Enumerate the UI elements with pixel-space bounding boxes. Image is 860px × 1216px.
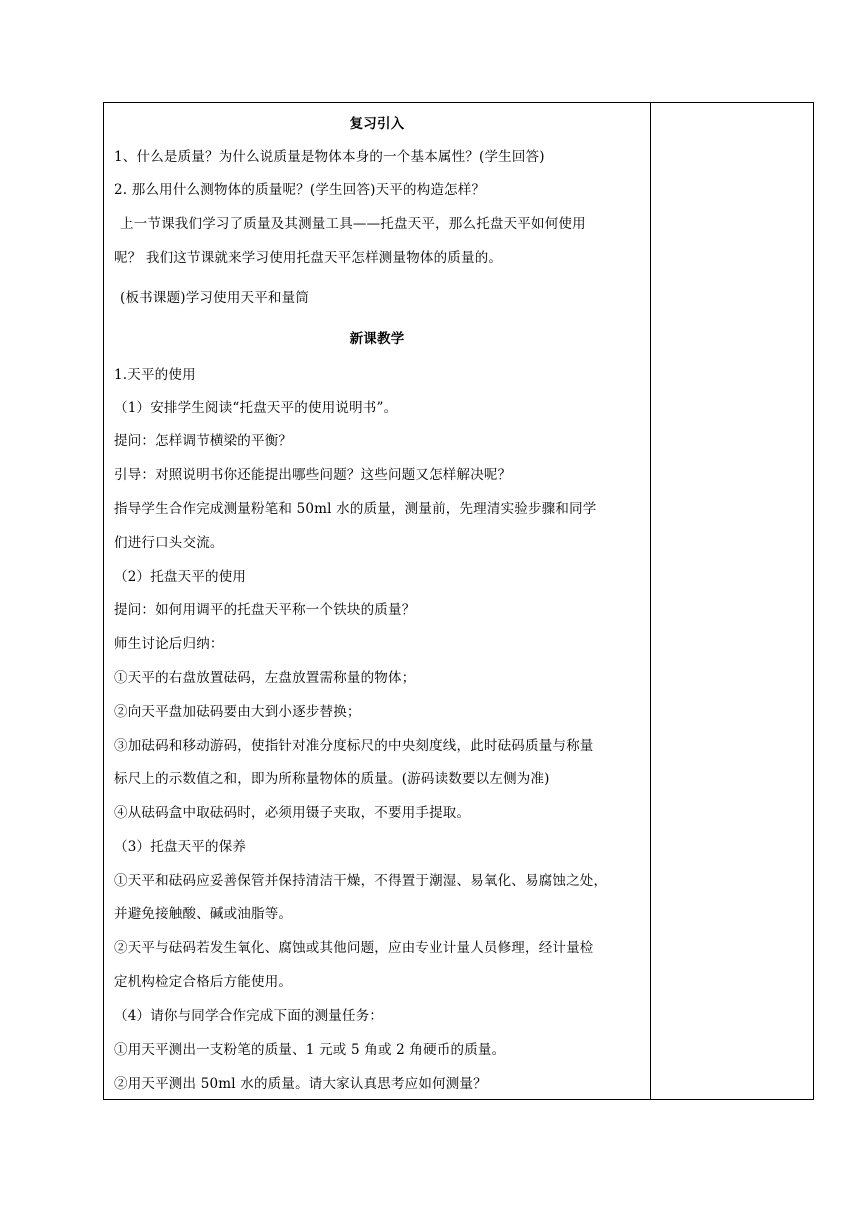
lesson-line-17: 并避免接触酸、碱或油脂等。 bbox=[114, 906, 293, 922]
review-line-2: 2. 那么用什么测物体的质量呢？(学生回答)天平的构造怎样？ bbox=[114, 182, 486, 198]
lesson-line-22: ②用天平测出 50ml 水的质量。请大家认真思考应如何测量？ bbox=[114, 1076, 487, 1092]
lesson-line-2: （1）安排学生阅读“托盘天平的使用说明书”。 bbox=[114, 400, 398, 416]
lesson-table bbox=[103, 102, 814, 1100]
section-heading-review: 复习引入 bbox=[349, 116, 405, 132]
lesson-line-15: （3）托盘天平的保养 bbox=[114, 839, 247, 855]
lesson-line-3: 提问：怎样调节横梁的平衡？ bbox=[114, 433, 293, 449]
lesson-line-10: ①天平的右盘放置砝码，左盘放置需称量的物体； bbox=[114, 670, 416, 686]
lesson-line-11: ②向天平盘加砝码要由大到小逐步替换； bbox=[114, 704, 361, 720]
review-line-4: 呢？ 我们这节课就来学习使用托盘天平怎样测量物体的质量的。 bbox=[114, 250, 503, 266]
review-line-3: 上一节课我们学习了质量及其测量工具——托盘天平，那么托盘天平如何使用 bbox=[120, 216, 586, 232]
section-heading-new-lesson: 新课教学 bbox=[349, 331, 405, 347]
review-line-5: (板书课题)学习使用天平和量筒 bbox=[120, 290, 310, 306]
notes-cell bbox=[651, 103, 813, 1099]
lesson-line-14: ④从砝码盒中取砝码时，必须用镊子夹取，不要用手提取。 bbox=[114, 805, 471, 821]
lesson-line-12: ③加砝码和移动游码，使指针对准分度标尺的中央刻度线，此时砝码质量与称量 bbox=[114, 738, 594, 754]
lesson-line-19: 定机构检定合格后方能使用。 bbox=[114, 974, 293, 990]
lesson-line-21: ①用天平测出一支粉笔的质量、1 元或 5 角或 2 角硬币的质量。 bbox=[114, 1042, 506, 1058]
lesson-line-9: 师生讨论后归纳： bbox=[114, 636, 224, 652]
lesson-line-16: ①天平和砝码应妥善保管并保持清洁干燥，不得置于潮湿、易氧化、易腐蚀之处， bbox=[114, 873, 608, 889]
lesson-line-8: 提问：如何用调平的托盘天平称一个铁块的质量？ bbox=[114, 602, 416, 618]
lesson-line-13: 标尺上的示数值之和，即为所称量物体的质量。(游码读数要以左侧为准) bbox=[114, 771, 550, 787]
lesson-line-18: ②天平与砝码若发生氧化、腐蚀或其他问题，应由专业计量人员修理，经计量检 bbox=[114, 940, 594, 956]
lesson-line-1: 1.天平的使用 bbox=[114, 367, 196, 383]
lesson-line-4: 引导：对照说明书你还能提出哪些问题？这些问题又怎样解决呢？ bbox=[114, 467, 512, 483]
lesson-line-6: 们进行口头交流。 bbox=[114, 535, 224, 551]
lesson-line-7: （2）托盘天平的使用 bbox=[114, 569, 247, 585]
lesson-content-cell bbox=[104, 103, 650, 1099]
lesson-line-20: （4）请你与同学合作完成下面的测量任务： bbox=[114, 1008, 384, 1024]
lesson-line-5: 指导学生合作完成测量粉笔和 50ml 水的质量，测量前，先理清实验步骤和同学 bbox=[114, 501, 597, 517]
review-line-1: 1、什么是质量？为什么说质量是物体本身的一个基本属性？(学生回答) bbox=[114, 149, 545, 165]
